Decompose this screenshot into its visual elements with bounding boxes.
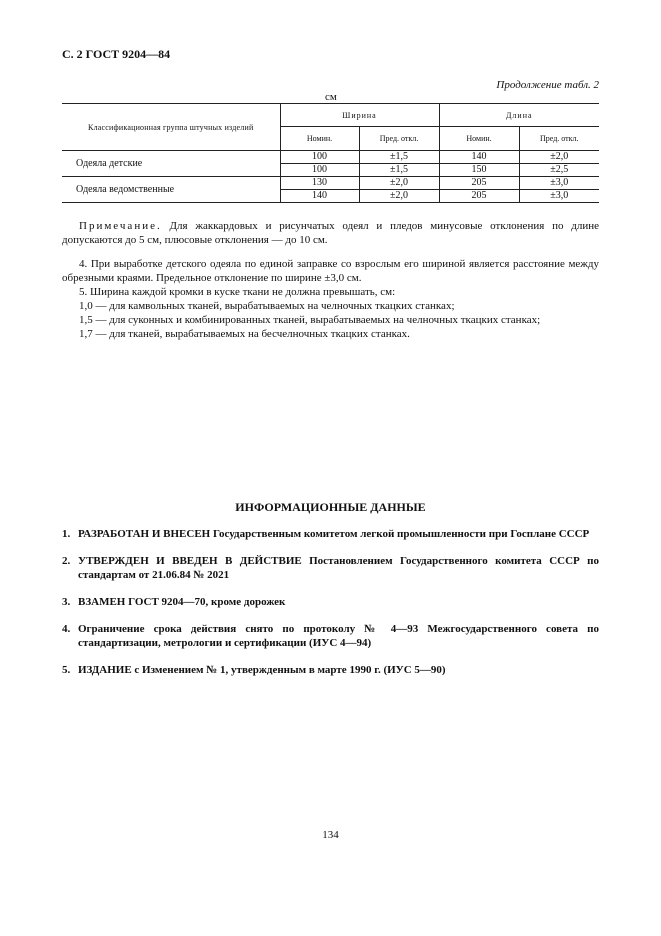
table-note <box>62 219 599 247</box>
list-item <box>62 527 599 541</box>
page-header: С. 2 ГОСТ 9204—84 <box>62 47 171 61</box>
table-unit: см <box>325 91 337 103</box>
table-cell: 205 <box>439 190 519 203</box>
item-number: 4. <box>62 623 71 635</box>
table-cell: ±2,0 <box>359 190 439 203</box>
item-text: Ограничение срока действия снято по протоколу № 4—93 Межгосударственного совета по стандартизации, метрологии и сертификации (ИУС 4—94) <box>78 623 599 649</box>
list-item <box>62 622 599 650</box>
page-number: 134 <box>322 829 339 841</box>
selvage-item-2: 1,5 — для суконных и комбинированных тканей, вырабатываемых на челночных ткацких станках; <box>79 314 541 326</box>
width-deviation-header: Пред. откл. <box>359 127 439 151</box>
table-cell: ±3,0 <box>519 177 599 190</box>
length-header: Длина <box>439 104 599 127</box>
body-paragraphs <box>62 257 599 341</box>
table-cell: ±2,0 <box>359 177 439 190</box>
list-item <box>62 554 599 582</box>
item-text: РАЗРАБОТАН И ВНЕСЕН Государственным комитетом легкой промышленности при Госплане СССР <box>78 528 590 540</box>
table-cell: 205 <box>439 177 519 190</box>
table-continuation-label: Продолжение табл. 2 <box>496 79 599 91</box>
length-deviation-header: Пред. откл. <box>519 127 599 151</box>
table-cell: ±2,5 <box>519 164 599 177</box>
note-label: Примечание. <box>79 220 162 232</box>
table-cell: 140 <box>280 190 359 203</box>
table-cell: 150 <box>439 164 519 177</box>
selvage-item-3: 1,7 — для тканей, вырабатываемых на бесчелночных ткацких станках. <box>79 328 410 340</box>
selvage-item-1: 1,0 — для камвольных тканей, вырабатываемых на челночных ткацких станках; <box>79 300 455 312</box>
info-list <box>62 527 599 690</box>
item-number: 2. <box>62 555 71 567</box>
note-text: Для жаккардовых и рисунчатых одеял и пледов минусовые отклонения по длине допускаются до 5 см, плюсовые отклонения — до 10 см. <box>62 220 599 246</box>
table-row <box>62 151 599 164</box>
table-row <box>62 177 599 190</box>
item-number: 5. <box>62 664 71 676</box>
paragraph-5: 5. Ширина каждой кромки в куске ткани не должна превышать, см: <box>79 286 396 298</box>
item-number: 1. <box>62 528 71 540</box>
width-nominal-header: Номин. <box>280 127 359 151</box>
paragraph-4: 4. При выработке детского одеяла по единой заправке со взрослым его шириной является расстояние между обрезными краями. Предельное отклонение по ширине ±3,0 см. <box>62 258 599 284</box>
table-cell: ±3,0 <box>519 190 599 203</box>
class-group-header: Классификационная группа штучных изделий <box>62 104 280 151</box>
table-cell: 100 <box>280 151 359 164</box>
row-label-departmental-blankets: Одеяла ведомственные <box>62 177 280 203</box>
table-cell: 130 <box>280 177 359 190</box>
table-cell: ±2,0 <box>519 151 599 164</box>
table-cell: ±1,5 <box>359 151 439 164</box>
item-text: УТВЕРЖДЕН И ВВЕДЕН В ДЕЙСТВИЕ Постановлением Государственного комитета СССР по стандартам от 21.06.84 № 2021 <box>78 555 599 581</box>
table-cell: ±1,5 <box>359 164 439 177</box>
table-cell: 100 <box>280 164 359 177</box>
length-nominal-header: Номин. <box>439 127 519 151</box>
item-text: ВЗАМЕН ГОСТ 9204—70, кроме дорожек <box>78 596 286 608</box>
dimensions-table <box>62 103 599 203</box>
info-section-title: ИНФОРМАЦИОННЫЕ ДАННЫЕ <box>235 500 426 514</box>
width-header: Ширина <box>280 104 439 127</box>
item-text: ИЗДАНИЕ с Изменением № 1, утвержденным в марте 1990 г. (ИУС 5—90) <box>78 664 446 676</box>
list-item <box>62 595 599 609</box>
list-item <box>62 663 599 677</box>
table-cell: 140 <box>439 151 519 164</box>
item-number: 3. <box>62 596 71 608</box>
row-label-children-blankets: Одеяла детские <box>62 151 280 177</box>
